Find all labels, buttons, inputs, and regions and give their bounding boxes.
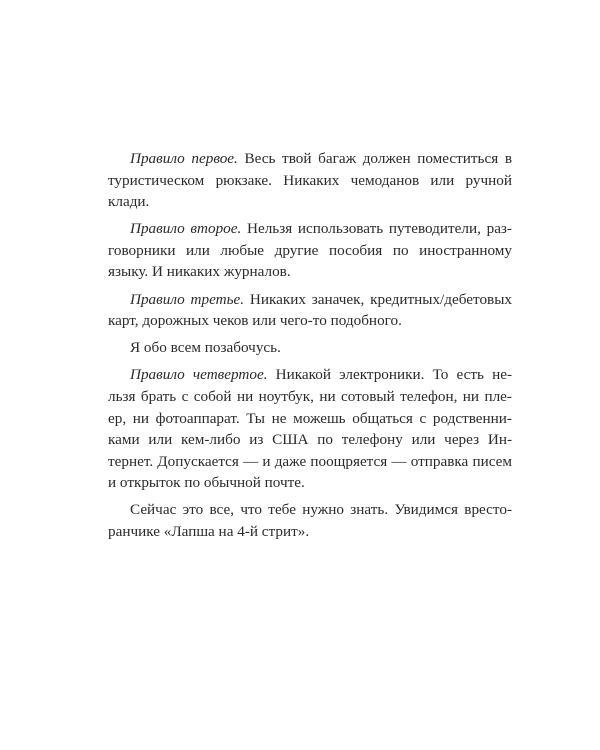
rule-four-line-5: тернет. Допускается — и даже поощряется — отправка писем [108, 452, 512, 470]
closing-line-1: Сейчас это все, что тебе нужно знать. Увидимся вресто- [130, 501, 512, 519]
paragraph-rule-two [108, 218, 512, 283]
paragraph-reassurance [108, 337, 512, 359]
rule-two-lead: Правило второе. [130, 220, 242, 238]
rule-two-line-3: языку. И никаких журналов. [108, 263, 291, 281]
rule-one-line-2: туристическом рюкзаке. Никаких чемоданов или ручной [108, 171, 512, 189]
paragraph-closing [108, 499, 512, 542]
rule-four-lead: Правило четвертое. [130, 366, 268, 384]
rule-two-line-2: говорники или любые другие пособия по иностранному [108, 241, 512, 259]
body-text [108, 148, 512, 548]
paragraph-rule-one [108, 148, 512, 213]
rule-three-lead: Правило третье. [130, 290, 245, 308]
paragraph-rule-three [108, 289, 512, 332]
rule-four-line-1: Никакой электроники. То есть не- [267, 366, 513, 384]
rule-one-line-3: клади. [108, 193, 150, 211]
rule-four-line-6: и открыток по обычной почте. [108, 474, 305, 492]
reassurance-line-1: Я обо всем позабочусь. [130, 339, 281, 357]
rule-four-line-4: ками или кем-либо из США по телефону или через Ин- [108, 431, 512, 449]
rule-one-lead: Правило первое. [130, 150, 238, 167]
paragraph-rule-four [108, 364, 512, 494]
rule-four-line-3: ер, ни фотоаппарат. Ты не можешь общаться с родственни- [108, 409, 512, 427]
closing-line-2: ранчике «Лапша на 4-й стрит». [108, 523, 310, 540]
rule-one-line-1: Весь твой багаж должен поместиться в [237, 150, 512, 167]
rule-three-line-1: Никаких заначек, кредитных/дебетовых [244, 290, 513, 308]
rule-four-line-2: льзя брать с собой ни ноутбук, ни сотовый телефон, ни пле- [108, 387, 512, 405]
rule-two-line-1: Нельзя использовать путеводители, раз- [241, 220, 512, 238]
rule-three-line-2: карт, дорожных чеков или чего-то подобного. [108, 312, 402, 330]
